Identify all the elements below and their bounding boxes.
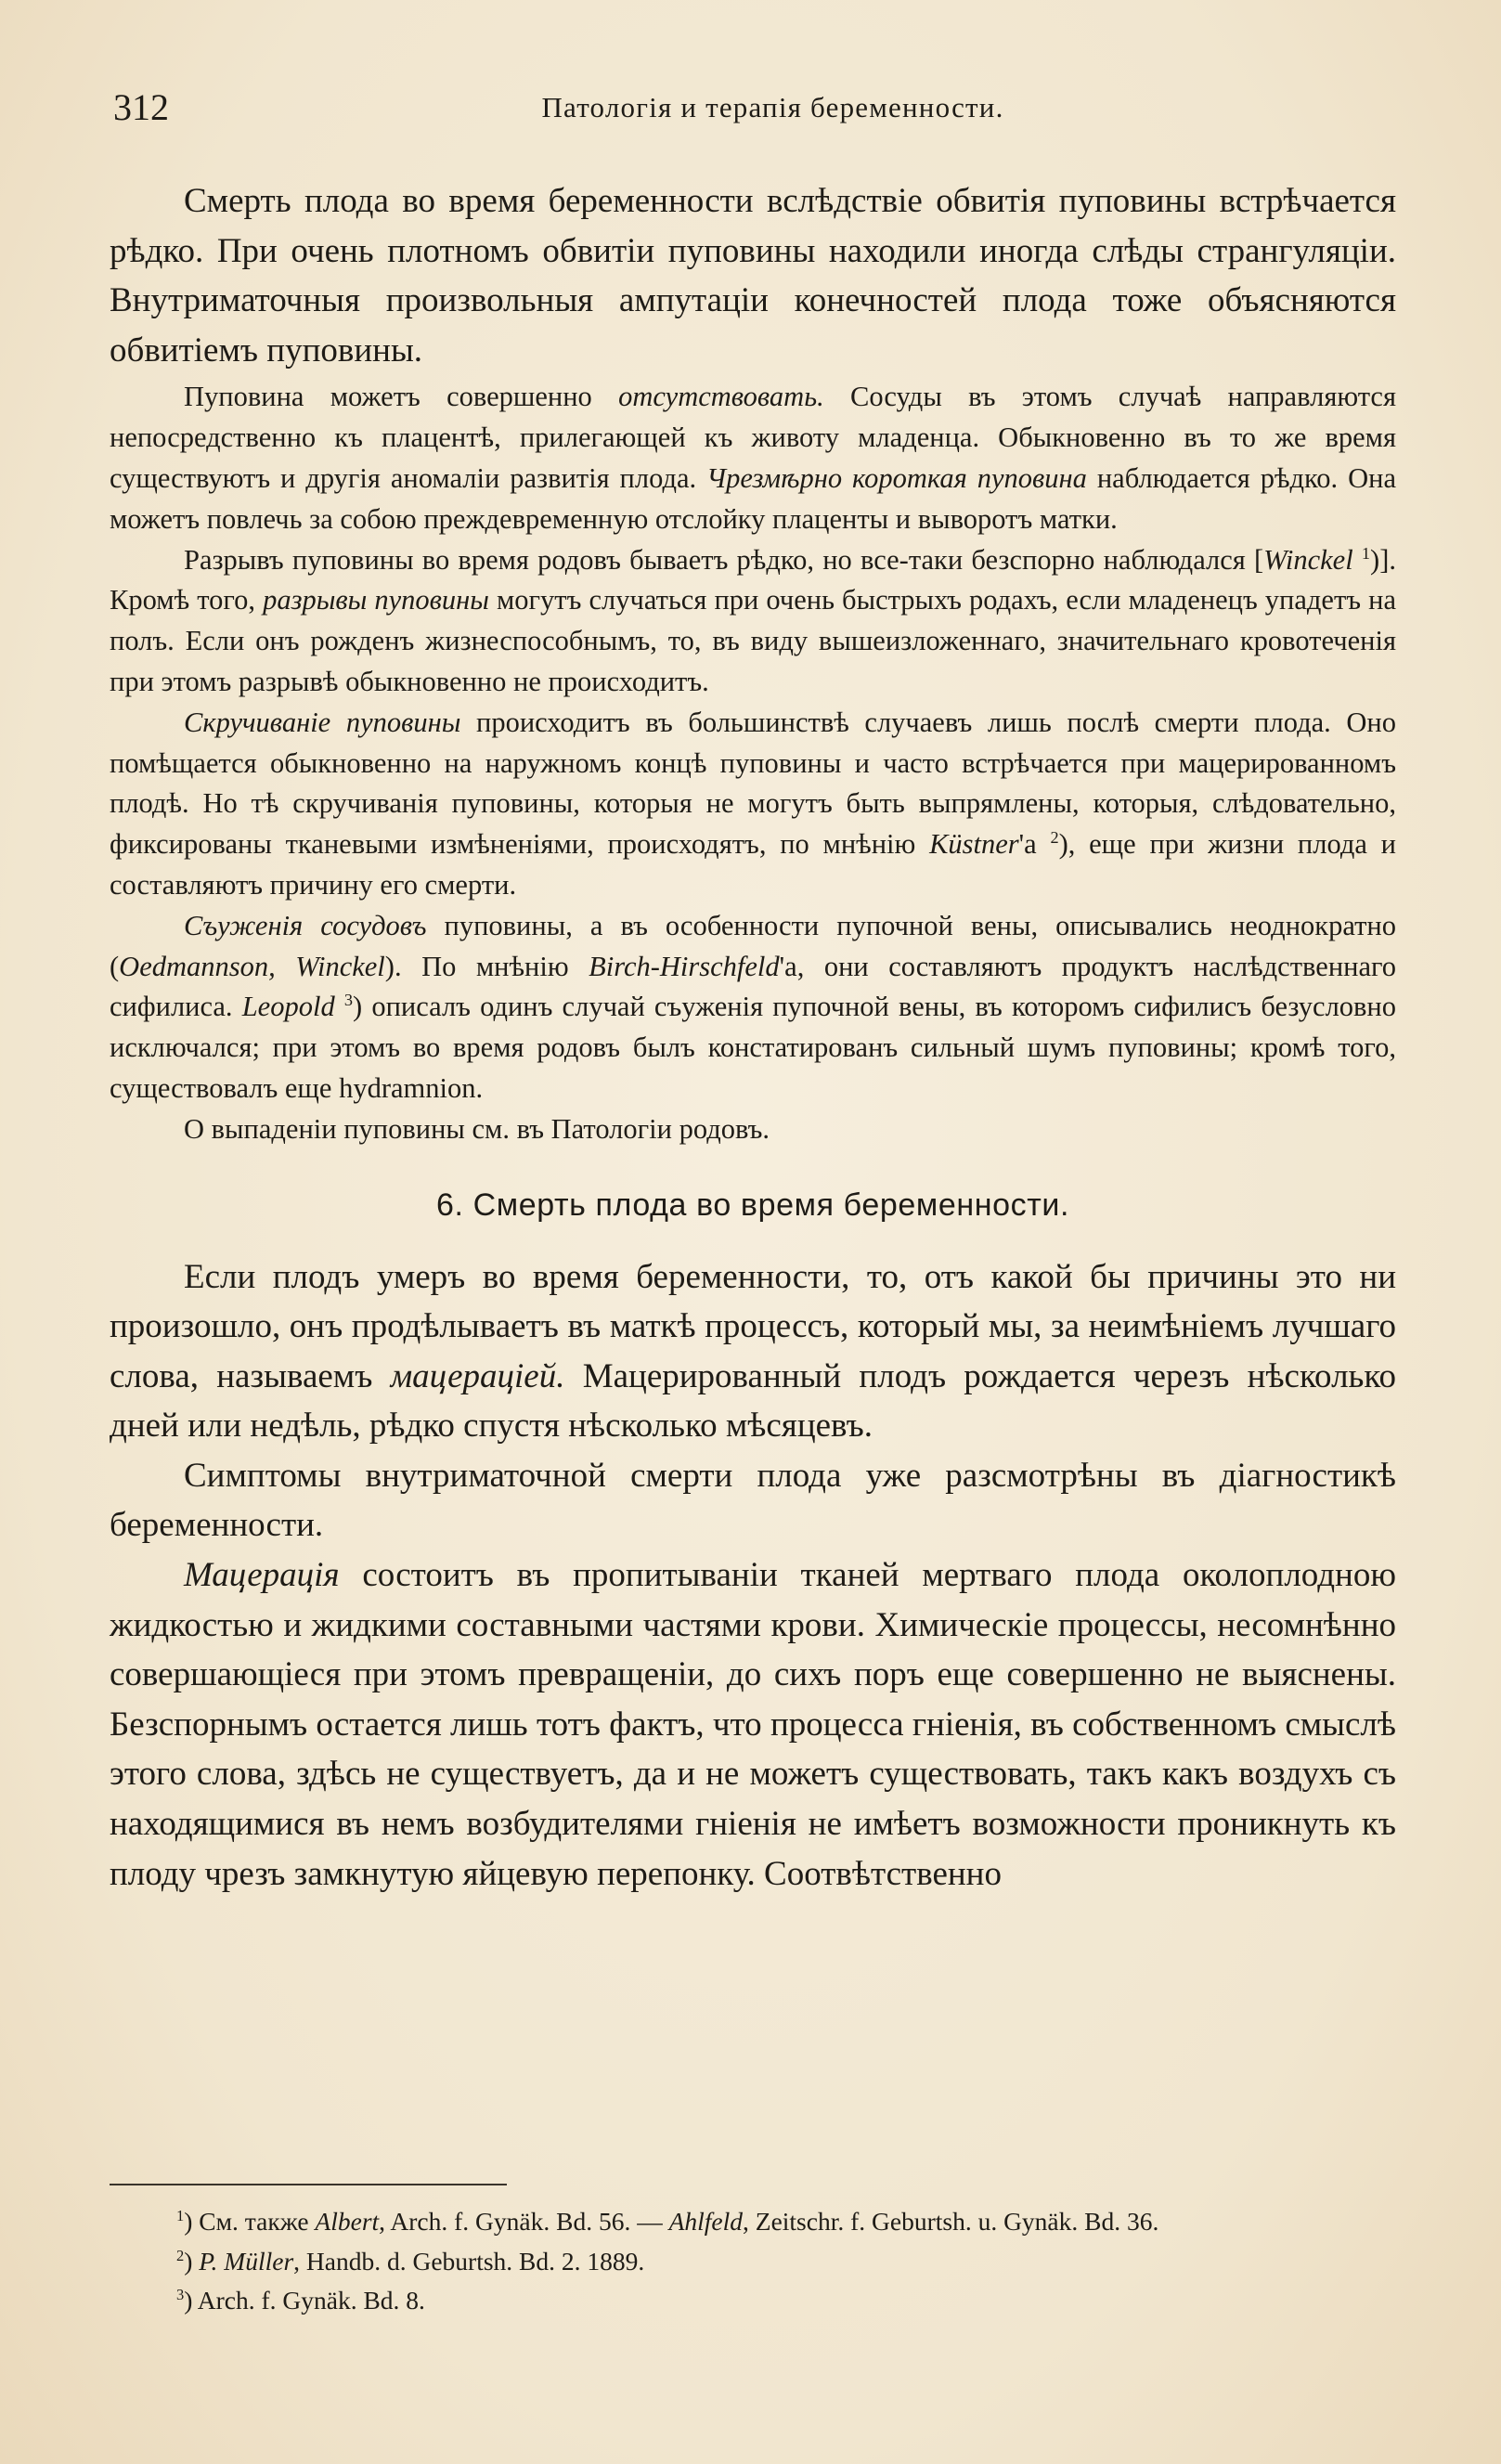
author-name: Küstner (929, 828, 1019, 861)
running-head (110, 85, 1399, 134)
paragraph-maceration: Мацерація состоитъ въ пропитываніи тканей мертваго плода околоплодною жидкостью и жидкими составными частями крови. Химическіе процессы, несомнѣнно совершающіеся при этомъ превращеніи, до сихъ поръ еще совершенно не выяснены. Безспорнымъ остается лишь тотъ фактъ, что процесса гніенія, въ собственномъ смыслѣ этого слова, здѣсь не существуетъ, да и не можетъ существовать, такъ какъ воздухъ съ находящимися въ немъ возбудителями гніенія не имѣетъ возможности проникнуть къ плоду чрезъ замкнутую яйцевую перепонку. Соотвѣтственно (110, 1556, 1396, 1893)
author-name: Ahlfeld (668, 2207, 744, 2236)
footnote-2: $^2$) P. Müller, Handb. d. Geburtsh. Bd. 2. 1889. (176, 2246, 645, 2276)
author-name: Albert (315, 2207, 380, 2236)
emphasis: Чрезмѣрно короткая пуповина (706, 461, 1087, 494)
paragraph-absent-cord: Пуповина можетъ совершенно отсутствовать. Сосуды въ этомъ случаѣ направляются непосредственно къ плацентѣ, прилегающей къ животу младенца. Обыкновенно въ то же время существуютъ и другія аномаліи развитія плода. Чрезмѣрно короткая пуповина наблюдается рѣдко. Она можетъ повлечь за собою преждевременную отслойку плаценты и выворотъ матки. (110, 381, 1396, 535)
footnote-ref[interactable]: 3 (343, 991, 354, 1010)
footnote-1: $^1$) См. также Albert, Arch. f. Gynäk. Bd. 56. — Ahlfeld, Zeitschr. f. Geburtsh. u. Gynäk. Bd. 36. (176, 2207, 1159, 2236)
emphasis: разрывы пуповины (263, 584, 489, 616)
emphasis: Съуженія сосудовъ (184, 909, 427, 941)
author-name: Winckel (1263, 543, 1353, 576)
paragraph-vessel-narrowing: Съуженія сосудовъ пуповины, а въ особенности пупочной вены, описывались неоднократно (Oedmannson, Winckel). По мнѣнію Birch-Hirschfeld'а, они составляютъ продуктъ наслѣдственнаго сифилиса. Leopold $^3$) описалъ одинъ случай съуженія пупочной вены, въ которомъ сифилисъ безусловно исключался; при этомъ во время родовъ былъ констатированъ сильный шумъ пуповины; кромѣ того, существовалъ еще hydramnion. (110, 909, 1397, 1104)
footnote-ref[interactable]: 1 (1361, 543, 1371, 563)
emphasis: Мацерація (184, 1556, 340, 1595)
paragraph-cord-rupture: Разрывъ пуповины во время родовъ бываетъ рѣдко, но все-таки безспорно наблюдался [Winckel $^1$)]. Кромѣ того, разрывы пуповины могутъ случаться при очень быстрыхъ родахъ, если младенецъ упадетъ на полъ. Если онъ рожденъ жизнеспособнымъ, то, въ виду вышеизложеннаго, значительнаго кровотеченія при этомъ разрывѣ обыкновенно не происходитъ. (110, 543, 1396, 697)
author-name: Birch-Hirschfeld (589, 950, 780, 982)
author-name: P. Müller (199, 2246, 294, 2276)
author-name: Leopold (241, 991, 335, 1023)
paragraph-cord-prolapse: О выпаденіи пуповины см. въ Патологіи родовъ. (184, 1112, 770, 1145)
emphasis: Скручиваніе пуповины (184, 706, 461, 738)
running-title: Патологія и терапія беременности. (541, 91, 1004, 123)
page-number: 312 (113, 86, 169, 128)
author-name: Oedmannson, Winckel (119, 950, 385, 982)
paragraph-cord-torsion: Скручиваніе пуповины происходитъ въ большинствѣ случаевъ лишь послѣ смерти плода. Оно помѣщается обыкновенно на наружномъ концѣ пуповины и часто встрѣчается при мацерированномъ плодѣ. Но тѣ скручиванія пуповины, которыя не могутъ быть выпрямлены, которыя, слѣдовательно, фиксированы тканевыми измѣненіями, происходятъ, по мнѣнію Küstner'а $^2$), еще при жизни плода и составляютъ причину его смерти. (110, 706, 1396, 901)
paragraph-fetal-death: Если плодъ умеръ во время беременности, то, отъ какой бы причины это ни произошло, онъ продѣлываетъ въ маткѣ процессъ, который мы, за неимѣніемъ лучшаго слова, называемъ мацераціей. Мацерированный плодъ рождается черезъ нѣсколько дней или недѣль, рѣдко спустя нѣсколько мѣсяцевъ. (110, 1257, 1396, 1446)
footnote-divider (110, 2184, 507, 2185)
footnote-3: $^3$) Arch. f. Gynäk. Bd. 8. (176, 2286, 425, 2315)
emphasis: отсутствовать. (618, 381, 824, 413)
paragraph-umbilical-entanglement: Смерть плода во время беременности вслѣдствіе обвитія пуповины встрѣчается рѣдко. При очень плотномъ обвитіи пуповины находили иногда слѣды странгуляціи. Внутриматочныя произвольныя ампутаціи конечностей плода тоже объясняются обвитіемъ пуповины. (110, 182, 1396, 370)
page-body (110, 176, 1396, 1899)
footnotes (110, 2202, 1396, 2321)
section-heading: 6. Смерть плода во время беременности. (435, 1187, 1070, 1223)
footnote-ref[interactable]: 2 (1050, 828, 1059, 848)
paragraph-symptoms: Симптомы внутриматочной смерти плода уже разсмотрѣны въ діагностикѣ беременности. (110, 1456, 1396, 1545)
emphasis: мацераціей. (390, 1356, 565, 1395)
